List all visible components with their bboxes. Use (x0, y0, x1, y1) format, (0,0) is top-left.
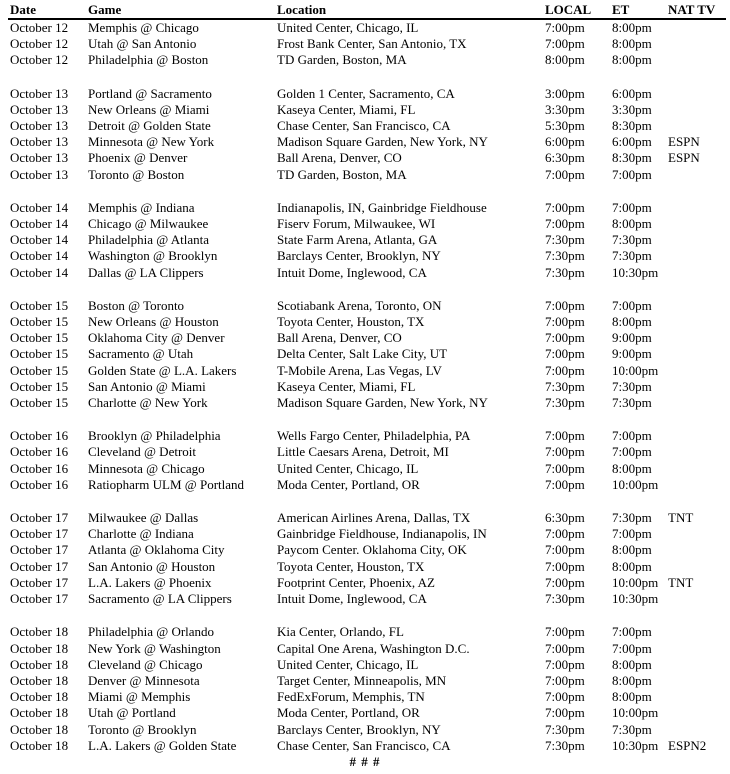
cell-date: October 12 (10, 20, 69, 35)
cell-local-time: 7:00pm (545, 558, 585, 574)
table-row (0, 591, 730, 607)
cell-nat-tv (668, 346, 730, 362)
header-game: Game (88, 2, 122, 17)
cell-local-time: 7:00pm (545, 640, 585, 656)
group-spacer (0, 411, 730, 428)
cell-local-time: 6:30pm (545, 510, 585, 526)
table-row (0, 232, 730, 248)
cell-game: Utah @ San Antonio (88, 36, 197, 52)
cell-game: Boston @ Toronto (88, 297, 185, 313)
cell-nat-tv (668, 657, 730, 673)
cell-date: October 17 (10, 526, 69, 542)
cell-location: Capital One Arena, Washington D.C. (277, 640, 470, 656)
cell-date: October 12 (10, 36, 69, 52)
table-header (8, 2, 726, 20)
cell-game: L.A. Lakers @ Phoenix (88, 574, 212, 590)
table-row (0, 689, 730, 705)
table-row (0, 330, 730, 346)
cell-et-time: 7:00pm (612, 624, 652, 640)
cell-nat-tv (668, 200, 730, 216)
table-row (0, 265, 730, 281)
cell-nat-tv (668, 477, 730, 493)
cell-local-time: 7:00pm (545, 346, 585, 362)
cell-et-time: 8:00pm (612, 52, 652, 68)
cell-nat-tv (668, 52, 730, 68)
cell-game: Philadelphia @ Atlanta (88, 232, 210, 248)
end-mark: # # # (349, 753, 381, 769)
cell-local-time: 7:00pm (545, 526, 585, 542)
cell-location: Gainbridge Fieldhouse, Indianapolis, IN (277, 526, 487, 542)
cell-location: Toyota Center, Houston, TX (277, 558, 425, 574)
cell-game: Brooklyn @ Philadelphia (88, 428, 221, 444)
table-row (0, 444, 730, 460)
cell-location: Kia Center, Orlando, FL (277, 624, 404, 640)
cell-date: October 18 (10, 705, 69, 721)
cell-game: Minnesota @ Chicago (88, 460, 205, 476)
header-date: Date (10, 2, 36, 17)
cell-location: Target Center, Minneapolis, MN (277, 672, 447, 688)
cell-date: October 17 (10, 591, 69, 607)
cell-location: American Airlines Arena, Dallas, TX (277, 510, 471, 526)
cell-game: Cleveland @ Detroit (88, 444, 196, 460)
cell-date: October 18 (10, 640, 69, 656)
cell-date: October 16 (10, 428, 69, 444)
cell-date: October 13 (10, 166, 69, 182)
cell-game: Chicago @ Milwaukee (88, 216, 209, 232)
cell-nat-tv (668, 689, 730, 705)
table-row (0, 559, 730, 575)
cell-nat-tv (668, 444, 730, 460)
cell-location: United Center, Chicago, IL (277, 460, 419, 476)
cell-location: Intuit Dome, Inglewood, CA (277, 591, 427, 607)
cell-et-time: 7:30pm (612, 232, 652, 248)
cell-date: October 17 (10, 542, 69, 558)
cell-game: Miami @ Memphis (88, 689, 191, 705)
cell-et-time: 8:00pm (612, 460, 652, 476)
cell-date: October 14 (10, 264, 69, 280)
cell-location: Toyota Center, Houston, TX (277, 314, 425, 330)
cell-nat-tv (668, 542, 730, 558)
cell-game: Ratiopharm ULM @ Portland (88, 476, 245, 492)
table-row (0, 395, 730, 411)
cell-location: Chase Center, San Francisco, CA (277, 737, 451, 753)
cell-date: October 14 (10, 199, 69, 215)
cell-nat-tv (668, 624, 730, 640)
cell-local-time: 7:00pm (545, 216, 585, 232)
cell-et-time: 7:30pm (612, 378, 652, 394)
cell-local-time: 7:00pm (545, 656, 585, 672)
table-row (0, 722, 730, 738)
cell-date: October 17 (10, 574, 69, 590)
schedule-body (0, 20, 730, 754)
cell-nat-tv: TNT (668, 574, 694, 590)
cell-nat-tv (668, 314, 730, 330)
table-row (0, 542, 730, 558)
cell-local-time: 7:00pm (545, 542, 585, 558)
cell-nat-tv (668, 86, 730, 102)
cell-local-time: 7:30pm (545, 737, 585, 753)
cell-date: October 13 (10, 134, 69, 150)
table-row (0, 118, 730, 134)
cell-local-time: 5:30pm (545, 118, 585, 134)
group-spacer (0, 607, 730, 624)
cell-date: October 15 (10, 362, 69, 378)
cell-date: October 14 (10, 216, 69, 232)
group-spacer (0, 281, 730, 298)
cell-et-time: 8:30pm (612, 150, 652, 166)
cell-nat-tv (668, 559, 730, 575)
cell-et-time: 7:00pm (612, 199, 652, 215)
cell-et-time: 7:30pm (612, 395, 652, 411)
cell-local-time: 7:00pm (545, 166, 585, 182)
cell-local-time: 7:00pm (545, 428, 585, 444)
cell-date: October 13 (10, 150, 69, 166)
table-row (0, 134, 730, 150)
cell-et-time: 8:30pm (612, 118, 652, 134)
table-row (0, 86, 730, 102)
cell-date: October 16 (10, 460, 69, 476)
cell-local-time: 6:30pm (545, 150, 585, 166)
cell-local-time: 7:00pm (545, 330, 585, 346)
cell-nat-tv (668, 216, 730, 232)
cell-game: San Antonio @ Houston (88, 558, 216, 574)
cell-local-time: 7:00pm (545, 476, 585, 492)
group-spacer (0, 183, 730, 200)
cell-game: Atlanta @ Oklahoma City (88, 542, 225, 558)
cell-nat-tv (668, 526, 730, 542)
cell-game: Phoenix @ Denver (88, 150, 188, 166)
table-row (0, 363, 730, 379)
table-row (0, 477, 730, 493)
cell-location: Ball Arena, Denver, CO (277, 150, 402, 166)
cell-local-time: 7:30pm (545, 248, 585, 264)
cell-location: Madison Square Garden, New York, NY (277, 134, 488, 150)
cell-local-time: 7:30pm (545, 232, 585, 248)
cell-nat-tv (668, 330, 730, 346)
cell-nat-tv: ESPN2 (668, 737, 707, 753)
table-row (0, 624, 730, 640)
cell-local-time: 7:00pm (545, 297, 585, 313)
cell-game: Cleveland @ Chicago (88, 656, 203, 672)
cell-et-time: 7:00pm (612, 640, 652, 656)
cell-date: October 14 (10, 232, 69, 248)
table-row (0, 248, 730, 264)
table-row (0, 314, 730, 330)
cell-location: Fiserv Forum, Milwaukee, WI (277, 216, 436, 232)
cell-date: October 13 (10, 85, 69, 101)
cell-local-time: 7:00pm (545, 199, 585, 215)
cell-game: Portland @ Sacramento (88, 85, 212, 101)
cell-local-time: 7:00pm (545, 705, 585, 721)
cell-nat-tv (668, 167, 730, 183)
cell-location: TD Garden, Boston, MA (277, 166, 407, 182)
table-row (0, 575, 730, 591)
cell-et-time: 10:00pm (612, 574, 659, 590)
cell-et-time: 8:00pm (612, 20, 652, 35)
cell-game: San Antonio @ Miami (88, 378, 206, 394)
cell-nat-tv (668, 36, 730, 52)
cell-et-time: 10:30pm (612, 591, 659, 607)
cell-nat-tv (668, 428, 730, 444)
cell-game: Charlotte @ Indiana (88, 526, 194, 542)
cell-et-time: 7:00pm (612, 526, 652, 542)
cell-local-time: 7:00pm (545, 36, 585, 52)
cell-local-time: 6:00pm (545, 134, 585, 150)
cell-location: Moda Center, Portland, OR (277, 705, 420, 721)
cell-et-time: 8:00pm (612, 542, 652, 558)
cell-date: October 18 (10, 737, 69, 753)
cell-nat-tv (668, 20, 730, 36)
cell-et-time: 8:00pm (612, 656, 652, 672)
table-row (0, 298, 730, 314)
cell-game: Philadelphia @ Orlando (88, 624, 215, 640)
cell-location: Barclays Center, Brooklyn, NY (277, 248, 441, 264)
table-row (0, 150, 730, 166)
cell-game: Memphis @ Indiana (88, 199, 195, 215)
cell-location: Indianapolis, IN, Gainbridge Fieldhouse (277, 199, 487, 215)
cell-et-time: 9:00pm (612, 330, 652, 346)
cell-date: October 17 (10, 558, 69, 574)
cell-local-time: 7:30pm (545, 378, 585, 394)
cell-location: FedExForum, Memphis, TN (277, 689, 425, 705)
cell-et-time: 6:00pm (612, 134, 652, 150)
cell-et-time: 8:00pm (612, 216, 652, 232)
table-row (0, 346, 730, 362)
cell-game: Dallas @ LA Clippers (88, 264, 204, 280)
cell-location: TD Garden, Boston, MA (277, 52, 407, 68)
cell-et-time: 7:30pm (612, 721, 652, 737)
cell-location: Chase Center, San Francisco, CA (277, 118, 451, 134)
cell-et-time: 9:00pm (612, 346, 652, 362)
cell-location: Ball Arena, Denver, CO (277, 330, 402, 346)
cell-location: Footprint Center, Phoenix, AZ (277, 574, 435, 590)
cell-nat-tv (668, 395, 730, 411)
cell-et-time: 8:00pm (612, 314, 652, 330)
cell-location: Frost Bank Center, San Antonio, TX (277, 36, 467, 52)
table-row (0, 216, 730, 232)
cell-game: New Orleans @ Houston (88, 314, 219, 330)
table-row (0, 200, 730, 216)
cell-et-time: 7:00pm (612, 444, 652, 460)
cell-date: October 13 (10, 118, 69, 134)
cell-local-time: 7:30pm (545, 264, 585, 280)
cell-date: October 15 (10, 314, 69, 330)
cell-local-time: 7:00pm (545, 314, 585, 330)
cell-date: October 18 (10, 721, 69, 737)
header-location: Location (277, 2, 327, 17)
table-row (0, 738, 730, 754)
group-spacer (0, 493, 730, 510)
cell-date: October 15 (10, 330, 69, 346)
table-row (0, 167, 730, 183)
cell-game: Toronto @ Boston (88, 166, 185, 182)
cell-nat-tv (668, 722, 730, 738)
table-row (0, 657, 730, 673)
group-spacer (0, 69, 730, 86)
cell-game: Oklahoma City @ Denver (88, 330, 225, 346)
cell-game: Toronto @ Brooklyn (88, 721, 197, 737)
cell-et-time: 7:00pm (612, 166, 652, 182)
cell-local-time: 7:30pm (545, 591, 585, 607)
cell-location: Paycom Center. Oklahoma City, OK (277, 542, 467, 558)
cell-game: Charlotte @ New York (88, 395, 208, 411)
cell-location: Moda Center, Portland, OR (277, 476, 420, 492)
cell-game: L.A. Lakers @ Golden State (88, 737, 237, 753)
header-local-time: LOCAL (545, 2, 592, 17)
cell-date: October 16 (10, 476, 69, 492)
cell-game: Detroit @ Golden State (88, 118, 211, 134)
cell-date: October 12 (10, 52, 69, 68)
cell-game: Milwaukee @ Dallas (88, 510, 199, 526)
cell-local-time: 7:00pm (545, 444, 585, 460)
cell-local-time: 7:00pm (545, 574, 585, 590)
cell-et-time: 8:00pm (612, 672, 652, 688)
cell-date: October 16 (10, 444, 69, 460)
cell-nat-tv: TNT (668, 510, 694, 526)
cell-nat-tv (668, 705, 730, 721)
cell-game: Sacramento @ Utah (88, 346, 194, 362)
cell-location: Wells Fargo Center, Philadelphia, PA (277, 428, 471, 444)
cell-et-time: 8:00pm (612, 689, 652, 705)
cell-nat-tv (668, 641, 730, 657)
cell-local-time: 7:00pm (545, 624, 585, 640)
cell-et-time: 8:00pm (612, 558, 652, 574)
cell-location: United Center, Chicago, IL (277, 20, 419, 35)
cell-et-time: 10:30pm (612, 737, 659, 753)
cell-game: New York @ Washington (88, 640, 221, 656)
cell-date: October 13 (10, 101, 69, 117)
cell-location: United Center, Chicago, IL (277, 656, 419, 672)
cell-game: Golden State @ L.A. Lakers (88, 362, 237, 378)
cell-date: October 18 (10, 672, 69, 688)
cell-location: State Farm Arena, Atlanta, GA (277, 232, 438, 248)
cell-local-time: 3:30pm (545, 101, 585, 117)
cell-local-time: 7:00pm (545, 20, 585, 35)
cell-nat-tv (668, 248, 730, 264)
cell-local-time: 8:00pm (545, 52, 585, 68)
cell-date: October 17 (10, 510, 69, 526)
cell-location: Little Caesars Arena, Detroit, MI (277, 444, 449, 460)
cell-nat-tv: ESPN (668, 150, 700, 166)
cell-game: Washington @ Brooklyn (88, 248, 218, 264)
cell-nat-tv (668, 102, 730, 118)
cell-nat-tv (668, 461, 730, 477)
cell-location: T-Mobile Arena, Las Vegas, LV (277, 362, 442, 378)
table-row (0, 52, 730, 68)
cell-location: Scotiabank Arena, Toronto, ON (277, 297, 442, 313)
table-row (0, 461, 730, 477)
cell-date: October 15 (10, 297, 69, 313)
table-row (0, 36, 730, 52)
cell-local-time: 7:00pm (545, 362, 585, 378)
cell-nat-tv (668, 298, 730, 314)
cell-et-time: 10:00pm (612, 362, 659, 378)
cell-nat-tv (668, 232, 730, 248)
table-row (0, 673, 730, 689)
cell-local-time: 7:00pm (545, 672, 585, 688)
cell-location: Golden 1 Center, Sacramento, CA (277, 85, 455, 101)
cell-date: October 18 (10, 656, 69, 672)
table-row (0, 428, 730, 444)
cell-game: Denver @ Minnesota (88, 672, 200, 688)
cell-game: Minnesota @ New York (88, 134, 215, 150)
cell-location: Kaseya Center, Miami, FL (277, 101, 416, 117)
cell-date: October 18 (10, 624, 69, 640)
table-row (0, 510, 730, 526)
cell-et-time: 10:00pm (612, 476, 659, 492)
cell-game: Sacramento @ LA Clippers (88, 591, 232, 607)
cell-date: October 15 (10, 395, 69, 411)
cell-date: October 14 (10, 248, 69, 264)
cell-game: Memphis @ Chicago (88, 20, 199, 35)
table-row (0, 705, 730, 721)
cell-date: October 15 (10, 378, 69, 394)
cell-et-time: 6:00pm (612, 85, 652, 101)
cell-local-time: 7:00pm (545, 460, 585, 476)
cell-nat-tv (668, 673, 730, 689)
cell-et-time: 8:00pm (612, 36, 652, 52)
cell-et-time: 10:30pm (612, 264, 659, 280)
cell-local-time: 3:00pm (545, 85, 585, 101)
cell-nat-tv: ESPN (668, 134, 700, 150)
cell-location: Intuit Dome, Inglewood, CA (277, 264, 427, 280)
cell-nat-tv (668, 591, 730, 607)
cell-et-time: 3:30pm (612, 101, 652, 117)
cell-nat-tv (668, 118, 730, 134)
table-row (0, 379, 730, 395)
cell-location: Delta Center, Salt Lake City, UT (277, 346, 448, 362)
table-row (0, 20, 730, 36)
cell-et-time: 7:00pm (612, 428, 652, 444)
cell-local-time: 7:00pm (545, 689, 585, 705)
cell-game: New Orleans @ Miami (88, 101, 210, 117)
cell-et-time: 7:00pm (612, 297, 652, 313)
header-et-time: ET (612, 2, 630, 17)
cell-nat-tv (668, 363, 730, 379)
cell-local-time: 7:30pm (545, 395, 585, 411)
header-nat-tv: NAT TV (668, 2, 716, 17)
table-row (0, 102, 730, 118)
cell-et-time: 7:30pm (612, 248, 652, 264)
cell-et-time: 10:00pm (612, 705, 659, 721)
cell-game: Utah @ Portland (88, 705, 176, 721)
cell-local-time: 7:30pm (545, 721, 585, 737)
cell-location: Barclays Center, Brooklyn, NY (277, 721, 441, 737)
cell-et-time: 7:30pm (612, 510, 652, 526)
cell-location: Madison Square Garden, New York, NY (277, 395, 488, 411)
cell-location: Kaseya Center, Miami, FL (277, 378, 416, 394)
cell-nat-tv (668, 265, 730, 281)
cell-nat-tv (668, 379, 730, 395)
cell-date: October 15 (10, 346, 69, 362)
cell-game: Philadelphia @ Boston (88, 52, 209, 68)
cell-date: October 18 (10, 689, 69, 705)
table-row (0, 641, 730, 657)
table-row (0, 526, 730, 542)
